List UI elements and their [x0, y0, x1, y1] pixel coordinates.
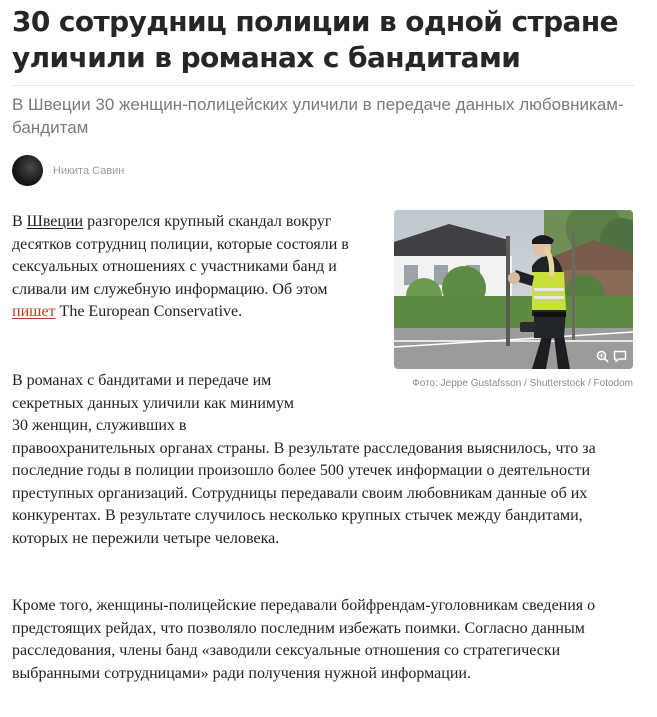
author-avatar[interactable] [12, 155, 43, 186]
article-photo[interactable] [394, 210, 633, 369]
p1-source: The European Conservative. [55, 303, 243, 320]
author-name[interactable]: Никита Савин [53, 164, 125, 177]
source-link[interactable]: пишет [12, 303, 56, 320]
p1-text: разгорелся крупный скандал вокруг десятков сотрудниц полиции, которые состояли в сексуальных отношениях с участниками банд и сливали им служебную информацию. Об этом [12, 213, 349, 298]
author-block[interactable] [12, 155, 124, 186]
title-divider [12, 85, 634, 86]
p2-line-1: В романах с бандитами и передаче им [12, 372, 272, 389]
p2-line-2: секретных данных уличили как минимум [12, 394, 294, 412]
p1-prefix: В [12, 213, 27, 230]
zoom-icon[interactable] [596, 350, 609, 363]
article-title: 30 сотрудниц полиции в одной стране уличили в романах с бандитами [12, 5, 618, 74]
paragraph-3: Кроме того, женщины-полицейские передавали бойфрендам-уголовникам сведения о предстоящих рейдах, что позволяло последним избежать поимки. Согласно данным расследования, члены банд «заводили сексуальные отношения со стратегически выбранными сотрудницами» ради получения нужной информации. [12, 597, 596, 682]
paragraph-1 [12, 211, 367, 324]
police-photo-illustration [394, 210, 633, 369]
comment-icon[interactable] [613, 350, 627, 363]
paragraph-2 [12, 370, 627, 550]
country-link[interactable]: Швеции [26, 213, 84, 230]
p2-rest: правоохранительных органах страны. В результате расследования выяснилось, что за последние годы в полиции произошло более 500 утечек информации о деятельности преступных организаций. Сотрудницы передавали своим любовникам данные об их конкурентах. В результате случилось несколько крупных стычек между бандитами, которых не пережили четыре человека. [12, 439, 596, 547]
article-subtitle: В Швеции 30 женщин-полицейских уличили в передаче данных любовникам-бандитам [12, 95, 624, 137]
p2-line-3: 30 женщин, служивших в [12, 417, 187, 434]
photo-caption: Фото: Jeppe Gustafsson / Shutterstock / Fotodom [412, 378, 633, 389]
